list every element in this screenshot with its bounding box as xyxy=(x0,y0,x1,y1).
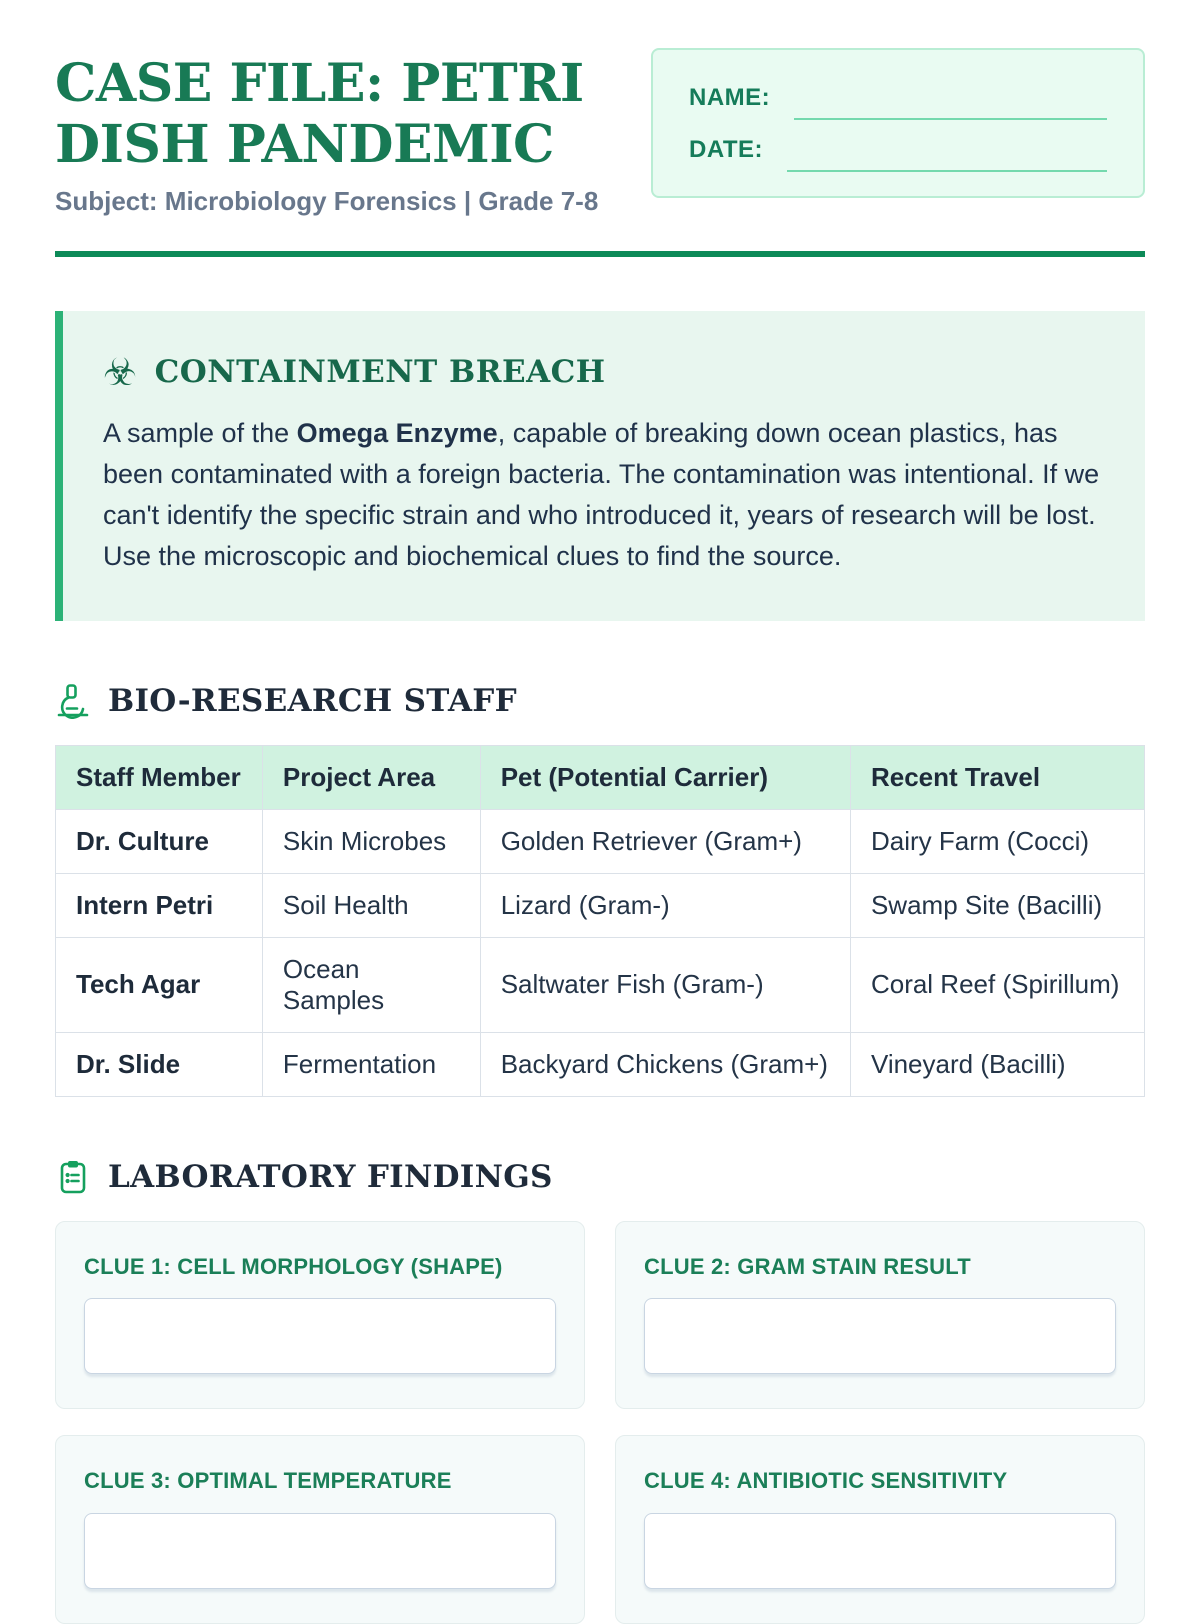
clue-3-answer-box[interactable] xyxy=(84,1513,556,1589)
findings-section xyxy=(55,1159,1145,1624)
cell-project-area: Soil Health xyxy=(262,873,480,937)
alert-text-after: , capable of breaking down ocean plastics, has been contaminated with a foreign bacteria. The contamination was intentional. If we can't identify the specific strain and who introduced it, years of research will be lost. Use the microscopic and biochemical clues to find the source. xyxy=(103,417,1100,571)
clue-card-3 xyxy=(55,1435,585,1623)
divider-rule xyxy=(55,251,1145,257)
col-header-staff-member: Staff Member xyxy=(56,745,263,809)
col-header-pet: Pet (Potential Carrier) xyxy=(480,745,850,809)
alert-title-row xyxy=(103,349,1100,394)
table-row xyxy=(56,809,1145,873)
staff-section-title: BIO-RESEARCH STAFF xyxy=(108,682,517,719)
alert-title: CONTAINMENT BREACH xyxy=(154,353,606,390)
cell-project-area: Skin Microbes xyxy=(262,809,480,873)
alert-text-before: A sample of the xyxy=(103,417,297,448)
cell-recent-travel: Coral Reef (Spirillum) xyxy=(850,937,1144,1032)
col-header-project-area: Project Area xyxy=(262,745,480,809)
table-row xyxy=(56,937,1145,1032)
cell-project-area: Ocean Samples xyxy=(262,937,480,1032)
cell-staff-member: Tech Agar xyxy=(56,937,263,1032)
staff-section xyxy=(55,683,1145,1097)
name-date-box xyxy=(651,48,1145,198)
cell-staff-member: Intern Petri xyxy=(56,873,263,937)
date-label: DATE: xyxy=(689,136,764,163)
cell-staff-member: Dr. Culture xyxy=(56,809,263,873)
page-title: CASE FILE: PETRI DISH PANDEMIC xyxy=(55,53,584,175)
cell-recent-travel: Vineyard (Bacilli) xyxy=(850,1032,1144,1096)
cell-staff-member: Dr. Slide xyxy=(56,1032,263,1096)
clue-2-label: CLUE 2: GRAM STAIN RESULT xyxy=(644,1253,971,1279)
name-label: NAME: xyxy=(689,84,771,111)
cell-recent-travel: Swamp Site (Bacilli) xyxy=(850,873,1144,937)
title-block xyxy=(55,46,651,217)
cell-recent-travel: Dairy Farm (Cocci) xyxy=(850,809,1144,873)
cell-pet: Saltwater Fish (Gram-) xyxy=(480,937,850,1032)
clue-4-answer-box[interactable] xyxy=(644,1513,1116,1589)
alert-body xyxy=(103,413,1100,577)
name-row xyxy=(689,86,1107,110)
staff-table xyxy=(55,745,1145,1097)
date-row xyxy=(689,138,1107,162)
name-write-line[interactable] xyxy=(794,118,1107,120)
table-row xyxy=(56,873,1145,937)
header xyxy=(55,46,1145,217)
cell-pet: Backyard Chickens (Gram+) xyxy=(480,1032,850,1096)
clue-card-4 xyxy=(615,1435,1145,1623)
containment-breach-panel xyxy=(55,311,1145,621)
clue-4-label: CLUE 4: ANTIBIOTIC SENSITIVITY xyxy=(644,1468,1008,1494)
staff-section-heading xyxy=(55,683,1145,719)
subject-line: Subject: Microbiology Forensics | Grade 7-8 xyxy=(55,185,599,216)
cell-pet: Lizard (Gram-) xyxy=(480,873,850,937)
clue-3-label: CLUE 3: OPTIMAL TEMPERATURE xyxy=(84,1468,452,1494)
clue-card-2 xyxy=(615,1221,1145,1409)
table-row xyxy=(56,1032,1145,1096)
date-write-line[interactable] xyxy=(787,170,1107,172)
table-header-row xyxy=(56,745,1145,809)
biohazard-icon: ☣ xyxy=(103,349,138,394)
clue-1-answer-box[interactable] xyxy=(84,1298,556,1374)
clue-card-1 xyxy=(55,1221,585,1409)
clipboard-icon xyxy=(55,1159,91,1195)
col-header-recent-travel: Recent Travel xyxy=(850,745,1144,809)
microscope-icon xyxy=(55,683,91,719)
clue-grid xyxy=(55,1221,1145,1624)
clue-1-label: CLUE 1: CELL MORPHOLOGY (SHAPE) xyxy=(84,1253,503,1279)
alert-text-bold: Omega Enzyme xyxy=(296,417,498,448)
cell-project-area: Fermentation xyxy=(262,1032,480,1096)
findings-section-title: LABORATORY FINDINGS xyxy=(108,1158,553,1195)
cell-pet: Golden Retriever (Gram+) xyxy=(480,809,850,873)
clue-2-answer-box[interactable] xyxy=(644,1298,1116,1374)
findings-section-heading xyxy=(55,1159,1145,1195)
